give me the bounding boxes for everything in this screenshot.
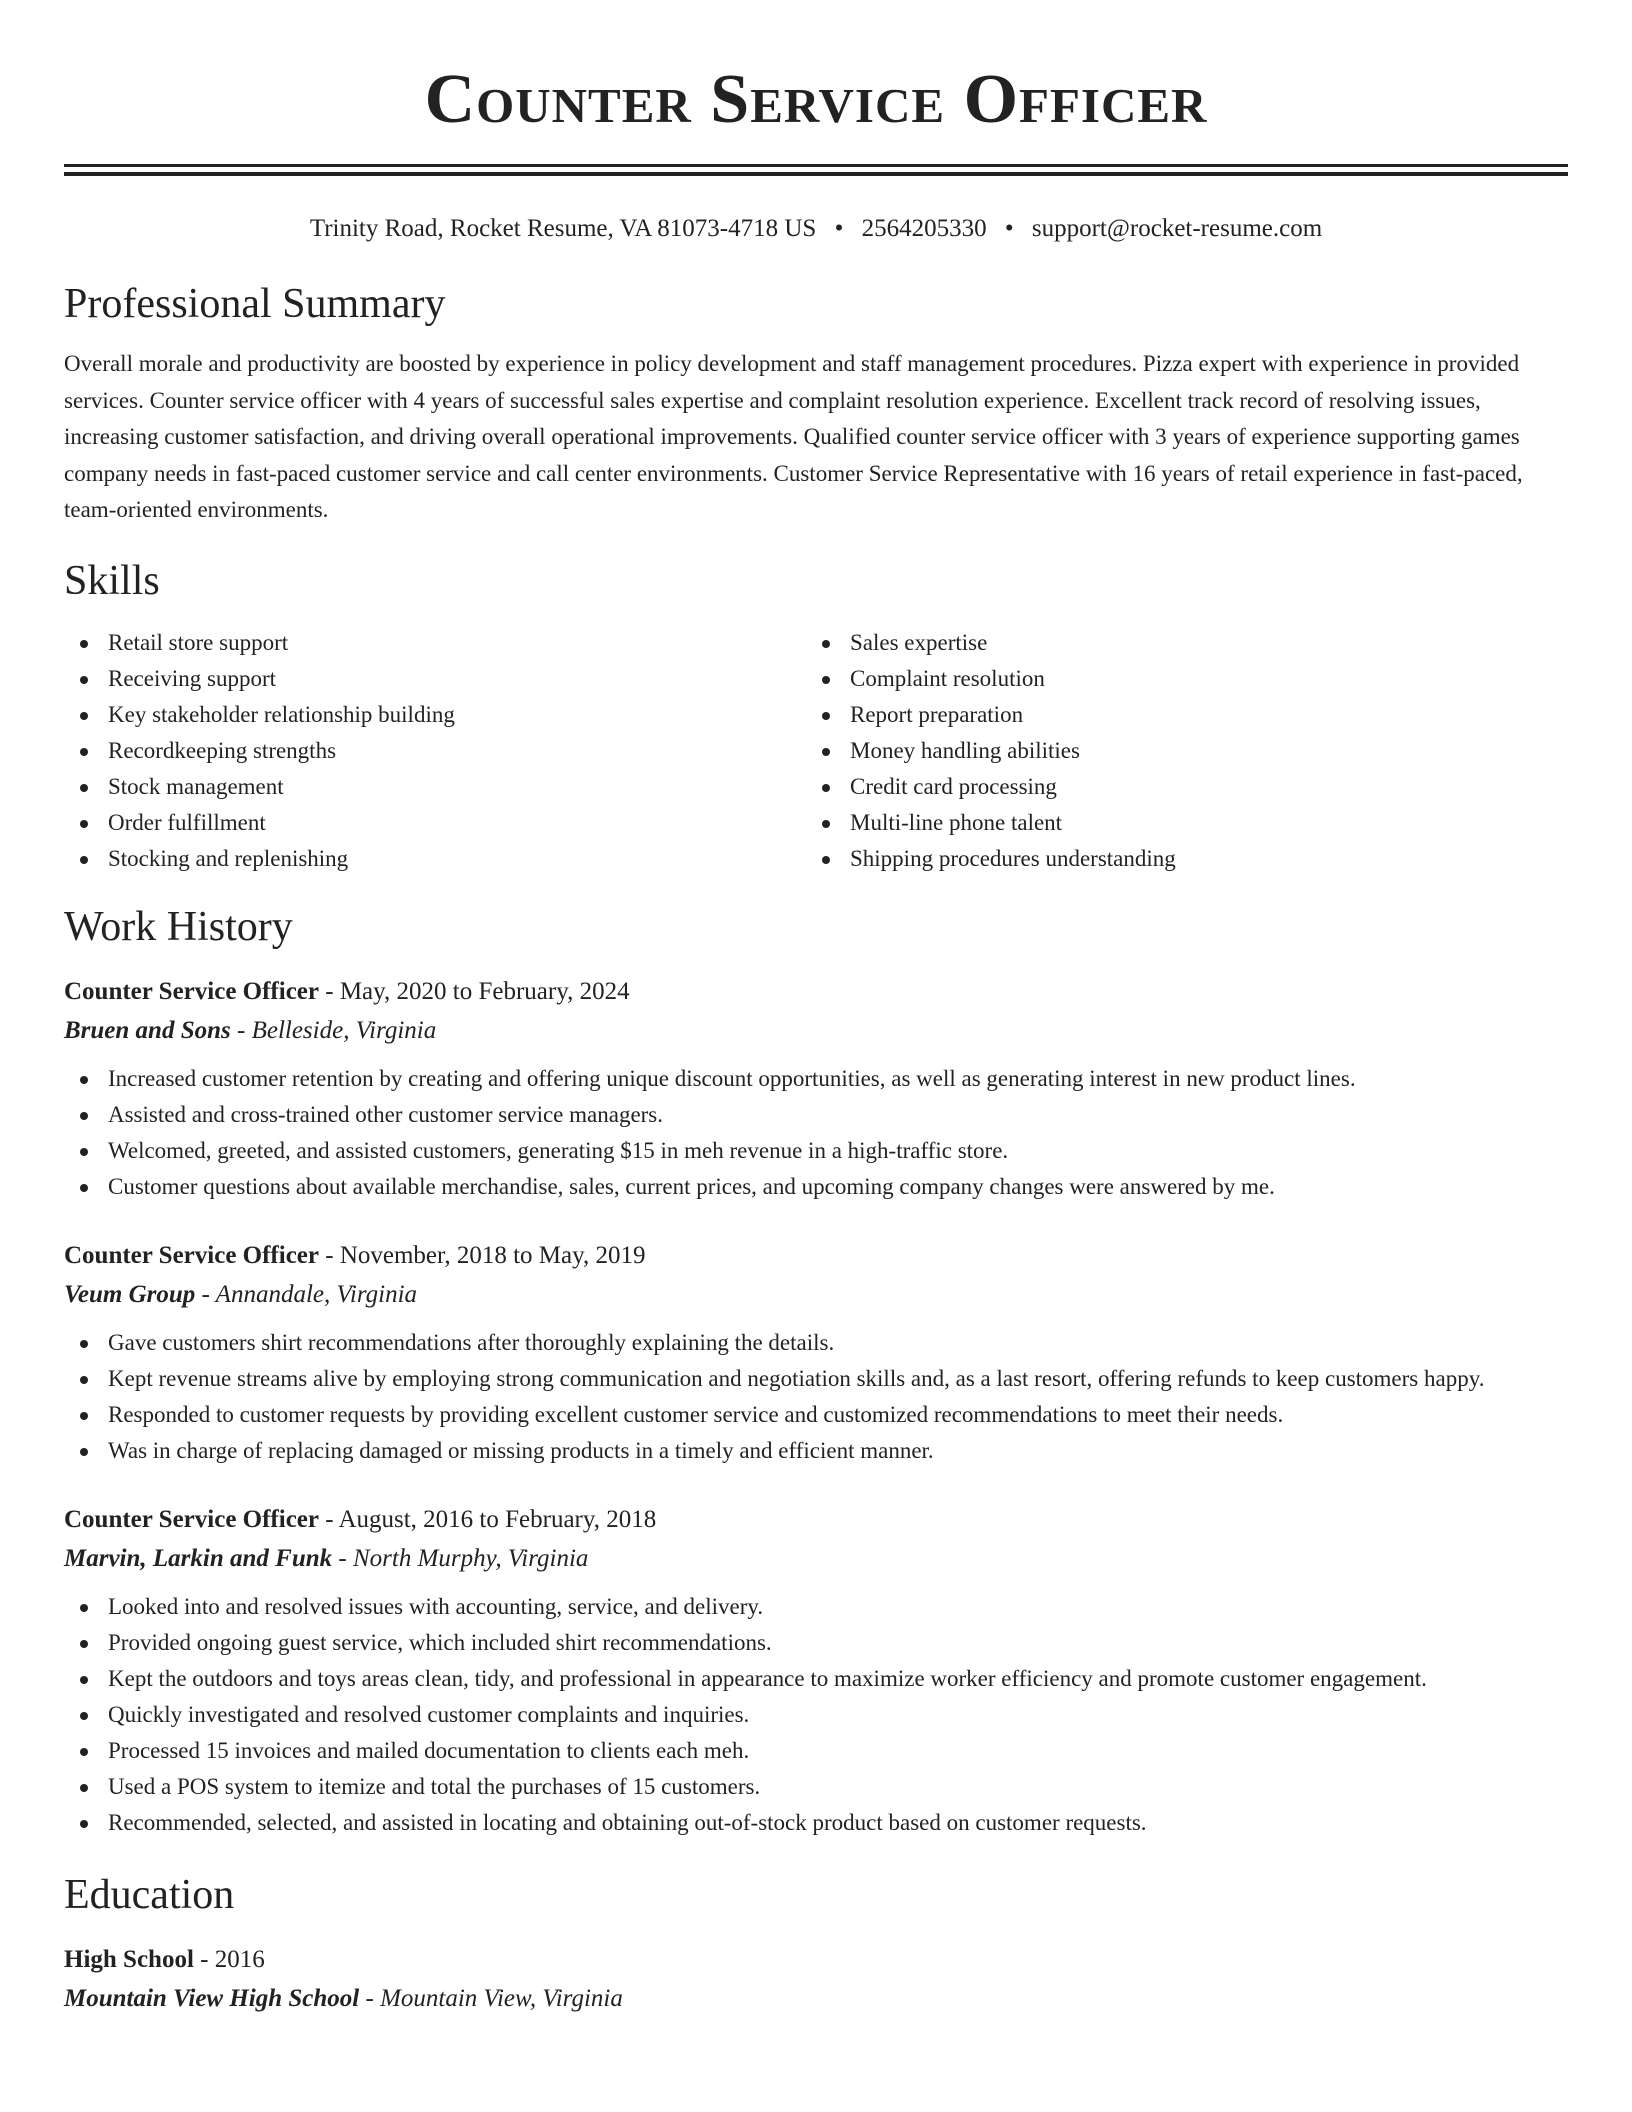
job-location: - Belleside, Virginia bbox=[230, 1016, 437, 1044]
skill-item: Recordkeeping strengths bbox=[64, 733, 806, 769]
job-bullet: Provided ongoing guest service, which included shirt recommendations. bbox=[64, 1625, 1568, 1661]
job-bullet: Quickly investigated and resolved customer complaints and inquiries. bbox=[64, 1697, 1568, 1733]
education-year: - 2016 bbox=[193, 1945, 265, 1973]
section-title-skills: Skills bbox=[64, 557, 160, 604]
job-company-line bbox=[64, 1275, 1568, 1315]
skill-item: Retail store support bbox=[64, 625, 806, 661]
job-bullet: Processed 15 invoices and mailed documentation to clients each meh. bbox=[64, 1733, 1568, 1769]
work-history-section bbox=[64, 901, 1568, 1841]
skill-item: Credit card processing bbox=[806, 769, 1548, 805]
skill-item: Order fulfillment bbox=[64, 805, 806, 841]
contact-phone: 2564205330 bbox=[861, 215, 987, 242]
job-bullet: Kept the outdoors and toys areas clean, tidy, and professional in appearance to maximize worker efficiency and promote customer engagement. bbox=[64, 1661, 1568, 1697]
job-role: Counter Service Officer bbox=[64, 1241, 319, 1269]
job-title-line bbox=[64, 1501, 1568, 1539]
job-entry bbox=[64, 1501, 1568, 1841]
section-title-education: Education bbox=[64, 1871, 235, 1918]
job-bullets bbox=[64, 1589, 1568, 1841]
job-entry bbox=[64, 973, 1568, 1205]
skill-item: Key stakeholder relationship building bbox=[64, 697, 806, 733]
job-location: - North Murphy, Virginia bbox=[332, 1544, 589, 1572]
education-entry bbox=[64, 1941, 1568, 2019]
job-role: Counter Service Officer bbox=[64, 977, 319, 1005]
job-dates: - November, 2018 to May, 2019 bbox=[319, 1241, 646, 1269]
job-company-line bbox=[64, 1539, 1568, 1579]
job-entry bbox=[64, 1237, 1568, 1469]
summary-text: Overall morale and productivity are boosted by experience in policy development and staff management procedures. Pizza expert with experience in provided services. Counter service officer with 4 years of successful sales expertise and complaint resolution experience. Excellent track record of resolving issues, increasing customer satisfaction, and driving overall operational improvements. Qualified counter service officer with 3 years of experience supporting games company needs in fast-paced customer service and call center environments. Customer Service Representative with 16 years of retail experience in fast-paced, team-oriented environments. bbox=[64, 351, 1523, 522]
job-location: - Annandale, Virginia bbox=[195, 1280, 418, 1308]
professional-summary-section bbox=[64, 278, 1568, 529]
job-company-line bbox=[64, 1011, 1568, 1051]
job-bullet: Customer questions about available merchandise, sales, current prices, and upcoming company changes were answered by me. bbox=[64, 1169, 1568, 1205]
header-divider-thin bbox=[64, 172, 1568, 176]
header-divider-thick bbox=[64, 164, 1568, 167]
job-bullet: Gave customers shirt recommendations after thoroughly explaining the details. bbox=[64, 1325, 1568, 1361]
skill-item: Stock management bbox=[64, 769, 806, 805]
job-company: Bruen and Sons bbox=[64, 1016, 231, 1044]
education-school: Mountain View High School bbox=[64, 1984, 360, 2012]
education-degree: High School bbox=[64, 1945, 194, 1973]
job-bullet: Assisted and cross-trained other customer service managers. bbox=[64, 1097, 1568, 1133]
skill-item: Receiving support bbox=[64, 661, 806, 697]
skill-item: Sales expertise bbox=[806, 625, 1548, 661]
contact-line bbox=[64, 212, 1568, 246]
job-bullet: Increased customer retention by creating and offering unique discount opportunities, as well as generating interest in new product lines. bbox=[64, 1061, 1568, 1097]
job-bullet: Was in charge of replacing damaged or missing products in a timely and efficient manner. bbox=[64, 1433, 1568, 1469]
job-bullet: Looked into and resolved issues with accounting, service, and delivery. bbox=[64, 1589, 1568, 1625]
job-bullet: Kept revenue streams alive by employing strong communication and negotiation skills and, as a last resort, offering refunds to keep customers happy. bbox=[64, 1361, 1568, 1397]
contact-separator: • bbox=[1004, 215, 1014, 242]
contact-email: support@rocket-resume.com bbox=[1031, 215, 1323, 242]
education-location: - Mountain View, Virginia bbox=[359, 1984, 623, 2012]
skill-item: Money handling abilities bbox=[806, 733, 1548, 769]
section-title-summary: Professional Summary bbox=[64, 281, 446, 327]
section-title-work-history: Work History bbox=[64, 903, 293, 950]
job-bullet: Used a POS system to itemize and total the purchases of 15 customers. bbox=[64, 1769, 1568, 1805]
skill-item: Complaint resolution bbox=[806, 661, 1548, 697]
job-title-line bbox=[64, 973, 1568, 1011]
job-company: Marvin, Larkin and Funk bbox=[64, 1544, 333, 1572]
skills-grid bbox=[64, 625, 1568, 877]
education-school-line bbox=[64, 1979, 1568, 2019]
skills-section bbox=[64, 555, 1568, 877]
education-section bbox=[64, 1869, 1568, 2019]
contact-separator: • bbox=[834, 215, 844, 242]
job-bullet: Welcomed, greeted, and assisted customers, generating $15 in meh revenue in a high-traffic store. bbox=[64, 1133, 1568, 1169]
job-role: Counter Service Officer bbox=[64, 1505, 319, 1533]
job-company: Veum Group bbox=[64, 1280, 196, 1308]
contact-address: Trinity Road, Rocket Resume, VA 81073-4718 US bbox=[309, 215, 817, 242]
skills-column-right bbox=[806, 625, 1548, 877]
job-dates: - May, 2020 to February, 2024 bbox=[319, 977, 630, 1005]
job-dates: - August, 2016 to February, 2018 bbox=[319, 1505, 657, 1533]
skill-item: Stocking and replenishing bbox=[64, 841, 806, 877]
skill-item: Shipping procedures understanding bbox=[806, 841, 1548, 877]
skills-column-left bbox=[64, 625, 806, 877]
candidate-name: Counter Service Officer bbox=[424, 61, 1208, 138]
job-title-line bbox=[64, 1237, 1568, 1275]
job-bullet: Responded to customer requests by providing excellent customer service and customized recommendations to meet their needs. bbox=[64, 1397, 1568, 1433]
job-bullet: Recommended, selected, and assisted in locating and obtaining out-of-stock product based on customer requests. bbox=[64, 1805, 1568, 1841]
education-degree-line bbox=[64, 1941, 1568, 1979]
skill-item: Report preparation bbox=[806, 697, 1548, 733]
skill-item: Multi-line phone talent bbox=[806, 805, 1548, 841]
job-bullets bbox=[64, 1325, 1568, 1469]
job-bullets bbox=[64, 1061, 1568, 1205]
